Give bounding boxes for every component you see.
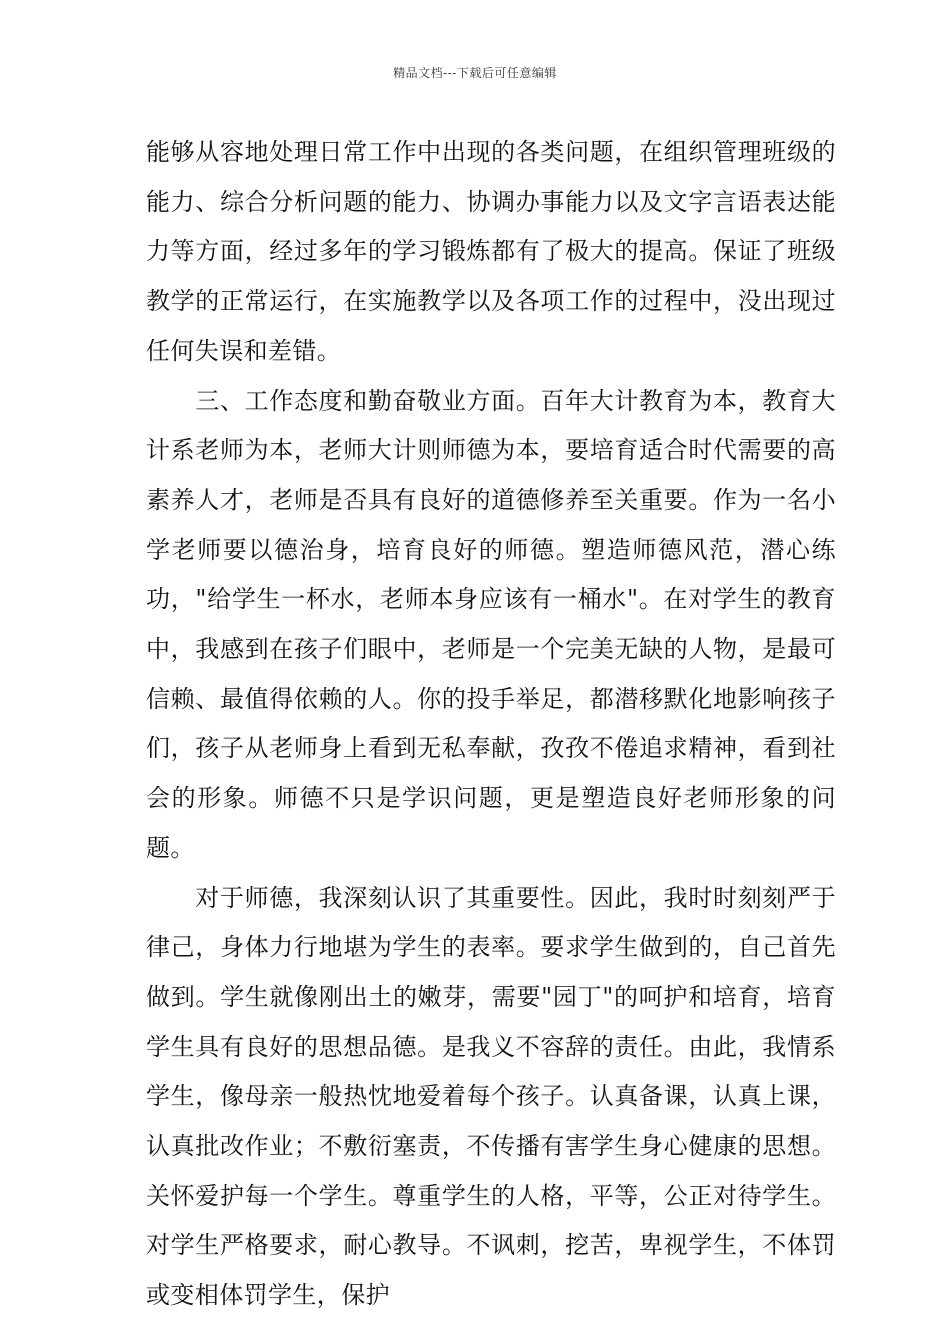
document-body <box>146 128 836 1321</box>
paragraph-continuation: 能够从容地处理日常工作中出现的各类问题，在组织管理班级的能力、综合分析问题的能力、协调办事能力以及文字言语表达能力等方面，经过多年的学习锻炼都有了极大的提高。保证了班级教学的正常运行，在实施教学以及各项工作的过程中，没出现过任何失误和差错。 <box>146 138 836 365</box>
paragraph-teacher-ethics: 对于师德，我深刻认识了其重要性。因此，我时时刻刻严于律己，身体力行地堪为学生的表率。要求学生做到的，自己首先做到。学生就像刚出土的嫩芽，需要"园丁"的呵护和培育，培育学生具有良好的思想品德。是我义不容辞的责任。由此，我情系学生，像母亲一般热忱地爱着每个孩子。认真备课，认真上课，认真批改作业；不敷衍塞责，不传播有害学生身心健康的思想。关怀爱护每一个学生。尊重学生的人格，平等，公正对待学生。对学生严格要求，耐心教导。不讽刺，挖苦，卑视学生，不体罚或变相体罚学生，保护 <box>146 883 836 1310</box>
paragraph-work-attitude: 三、工作态度和勤奋敬业方面。百年大计教育为本，教育大计系老师为本，老师大计则师德为本，要培育适合时代需要的高素养人才，老师是否具有良好的道德修养至关重要。作为一名小学老师要以德治身，培育良好的师德。塑造师德风范，潜心练功，"给学生一杯水，老师本身应该有一桶水"。在对学生的教育中，我感到在孩子们眼中，老师是一个完美无缺的人物，是最可信赖、最值得依赖的人。你的投手举足，都潜移默化地影响孩子们，孩子从老师身上看到无私奉献，孜孜不倦追求精神，看到社会的形象。师德不只是学识问题，更是塑造良好老师形象的问题。 <box>146 386 836 862</box>
page-header: 精品文档---下载后可任意编辑 <box>393 66 557 80</box>
